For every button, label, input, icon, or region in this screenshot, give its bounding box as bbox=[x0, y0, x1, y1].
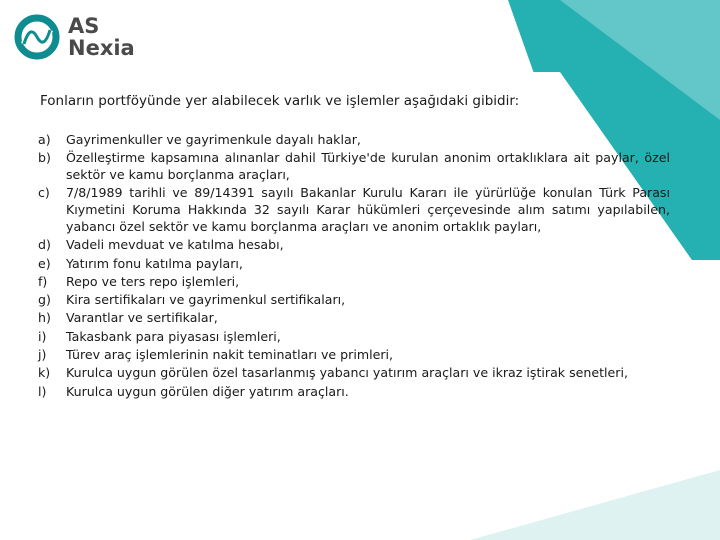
list-marker: h) bbox=[38, 310, 51, 326]
asset-list bbox=[38, 132, 670, 402]
list-text: Vadeli mevduat ve katılma hesabı, bbox=[66, 237, 284, 253]
brand-line-2: Nexia bbox=[68, 36, 135, 60]
brand-name bbox=[68, 15, 135, 59]
list-item bbox=[38, 256, 670, 273]
list-item bbox=[38, 310, 670, 327]
list-item bbox=[38, 292, 670, 309]
list-item bbox=[38, 347, 670, 364]
list-item bbox=[38, 237, 670, 254]
list-marker: e) bbox=[38, 255, 51, 271]
list-marker: l) bbox=[38, 383, 47, 399]
brand-line-1: AS bbox=[68, 14, 100, 38]
list-item bbox=[38, 329, 670, 346]
list-marker: c) bbox=[38, 185, 50, 201]
list-marker: d) bbox=[38, 237, 51, 253]
list-text: Repo ve ters repo işlemleri, bbox=[66, 273, 240, 289]
list-text: Özelleştirme kapsamına alınanlar dahil Türkiye'de kurulan anonim ortaklıklara ait paylar, özel sektör ve kamu borçlanma araçları, bbox=[66, 150, 670, 183]
list-text: 7/8/1989 tarihli ve 89/14391 sayılı Bakanlar Kurulu Kararı ile yürürlüğe konulan Türk Parası Kıymetini Koruma Hakkında 32 sayılı Karar hükümleri çerçevesinde alım satımı yapılabilen, yabancı özel sektör ve kamu borçlanma araçları ve anonim ortaklık payları, bbox=[66, 185, 670, 234]
list-text: Gayrimenkuller ve gayrimenkule dayalı haklar, bbox=[66, 132, 361, 147]
list-marker: b) bbox=[38, 150, 51, 166]
list-marker: a) bbox=[38, 132, 51, 147]
list-item bbox=[38, 185, 670, 235]
list-item bbox=[38, 132, 670, 149]
as-nexia-logo-icon bbox=[14, 14, 60, 60]
brand-logo bbox=[14, 14, 135, 60]
list-text: Varantlar ve sertifikalar, bbox=[66, 310, 218, 326]
list-text: Kurulca uygun görülen özel tasarlanmış yabancı yatırım araçları ve ikraz iştirak senetleri, bbox=[66, 365, 628, 381]
list-text: Kurulca uygun görülen diğer yatırım araçları. bbox=[66, 383, 349, 399]
list-text: Türev araç işlemlerinin nakit teminatları ve primleri, bbox=[66, 347, 394, 363]
list-text: Yatırım fonu katılma payları, bbox=[66, 255, 243, 271]
list-text: Kira sertifikaları ve gayrimenkul sertifikaları, bbox=[66, 292, 346, 308]
list-item bbox=[38, 384, 670, 401]
list-marker: i) bbox=[38, 328, 47, 344]
list-marker: g) bbox=[38, 292, 51, 308]
list-item bbox=[38, 274, 670, 291]
list-item bbox=[38, 150, 670, 184]
list-marker: f) bbox=[38, 273, 48, 289]
list-marker: k) bbox=[38, 365, 51, 381]
page-heading: Fonların portföyünde yer alabilecek varlık ve işlemler aşağıdaki gibidir: bbox=[40, 93, 520, 109]
list-text: Takasbank para piyasası işlemleri, bbox=[66, 328, 281, 344]
list-marker: j) bbox=[38, 347, 47, 363]
list-item bbox=[38, 365, 670, 382]
